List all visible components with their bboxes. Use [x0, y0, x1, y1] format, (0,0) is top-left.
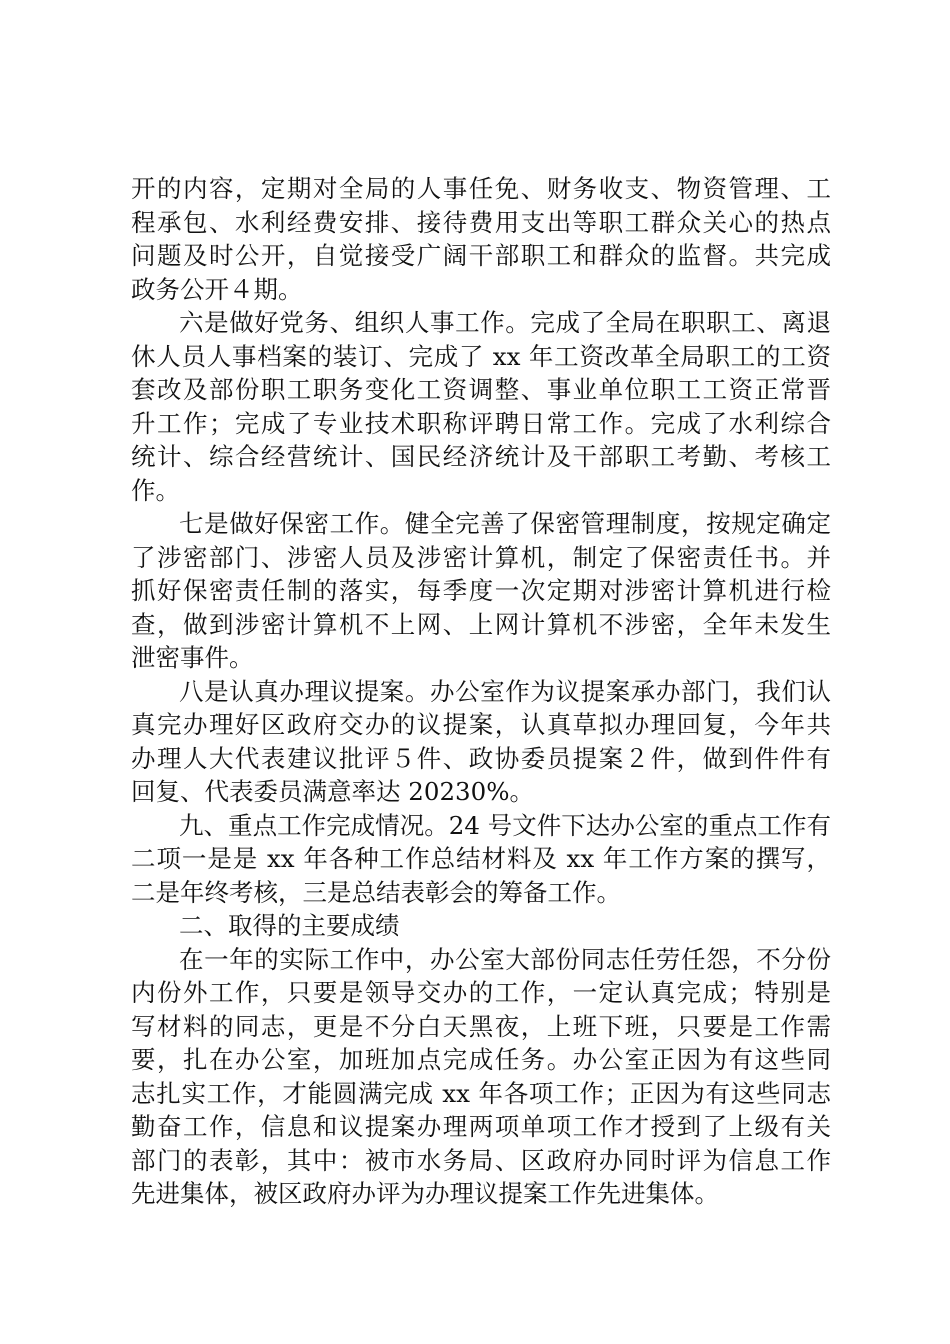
- text-line: 要，扎在办公室，加班加点完成任务。办公室正因为有这些同: [131, 1045, 831, 1074]
- text-line: 政务公开４期。: [131, 274, 303, 304]
- text-line: 升工作；完成了专业技术职称评聘日常工作。完成了水利综合: [131, 408, 831, 438]
- text-line: 统计、综合经营统计、国民经济统计及干部职工考勤、考核工: [131, 442, 831, 471]
- text-line: 套改及部份职工职务变化工资调整、事业单位职工工资正常晋: [131, 375, 831, 404]
- paragraph-seven-start: 七是做好保密工作。健全完善了保密管理制度，按规定确定: [179, 509, 831, 538]
- text-line: 抓好保密责任制的落实，每季度一次定期对涉密计算机进行检: [131, 576, 831, 605]
- text-line: 内份外工作，只要是领导交办的工作，一定认真完成；特别是: [131, 978, 831, 1007]
- text-line: 勤奋工作，信息和议提案办理两项单项工作才授到了上级有关: [131, 1112, 831, 1141]
- text-line: 志扎实工作，才能圆满完成 xx 年各项工作；正因为有这些同志: [131, 1078, 831, 1108]
- text-line: 写材料的同志，更是不分白天黑夜，上班下班，只要是工作需: [131, 1011, 831, 1041]
- text-line: 二项一是是 xx 年各种工作总结材料及 xx 年工作方案的撰写，: [131, 844, 831, 873]
- text-line: 休人员人事档案的装订、完成了 xx 年工资改革全局职工的工资: [131, 341, 831, 371]
- text-line: 真完办理好区政府交办的议提案，认真草拟办理回复，今年共: [131, 710, 831, 739]
- paragraph-achievements-start: 在一年的实际工作中，办公室大部份同志任劳任怨，不分份: [179, 944, 831, 974]
- text-line: 程承包、水利经费安排、接待费用支出等职工群众关心的热点: [131, 207, 831, 237]
- text-line: 二是年终考核，三是总结表彰会的筹备工作。: [131, 877, 621, 907]
- text-line: 开的内容，定期对全局的人事任免、财务收支、物资管理、工: [131, 174, 831, 203]
- paragraph-six-start: 六是做好党务、组织人事工作。完成了全局在职职工、离退: [179, 308, 831, 337]
- text-line: 泄密事件。: [131, 643, 254, 672]
- text-line: 回复、代表委员满意率达 20230%。: [131, 777, 535, 806]
- text-line: 部门的表彰，其中：被市水务局、区政府办同时评为信息工作: [131, 1145, 831, 1175]
- paragraph-eight-start: 八是认真办理议提案。办公室作为议提案承办部门，我们认: [179, 676, 831, 706]
- text-line: 作。: [131, 475, 180, 505]
- text-line: 了涉密部门、涉密人员及涉密计算机，制定了保密责任书。并: [131, 542, 831, 572]
- text-line: 先进集体，被区政府办评为办理议提案工作先进集体。: [131, 1179, 719, 1208]
- text-line: 问题及时公开，自觉接受广阔干部职工和群众的监督。共完成: [131, 241, 831, 270]
- paragraph-nine-start: 九、重点工作完成情况。24 号文件下达办公室的重点工作有: [179, 810, 831, 840]
- text-line: 办理人大代表建议批评５件、政协委员提案２件，做到件件有: [131, 743, 831, 773]
- document-body: [131, 172, 831, 1211]
- text-line: 查，做到涉密计算机不上网、上网计算机不涉密，全年未发生: [131, 609, 831, 639]
- section-heading: 二、取得的主要成绩: [179, 911, 400, 940]
